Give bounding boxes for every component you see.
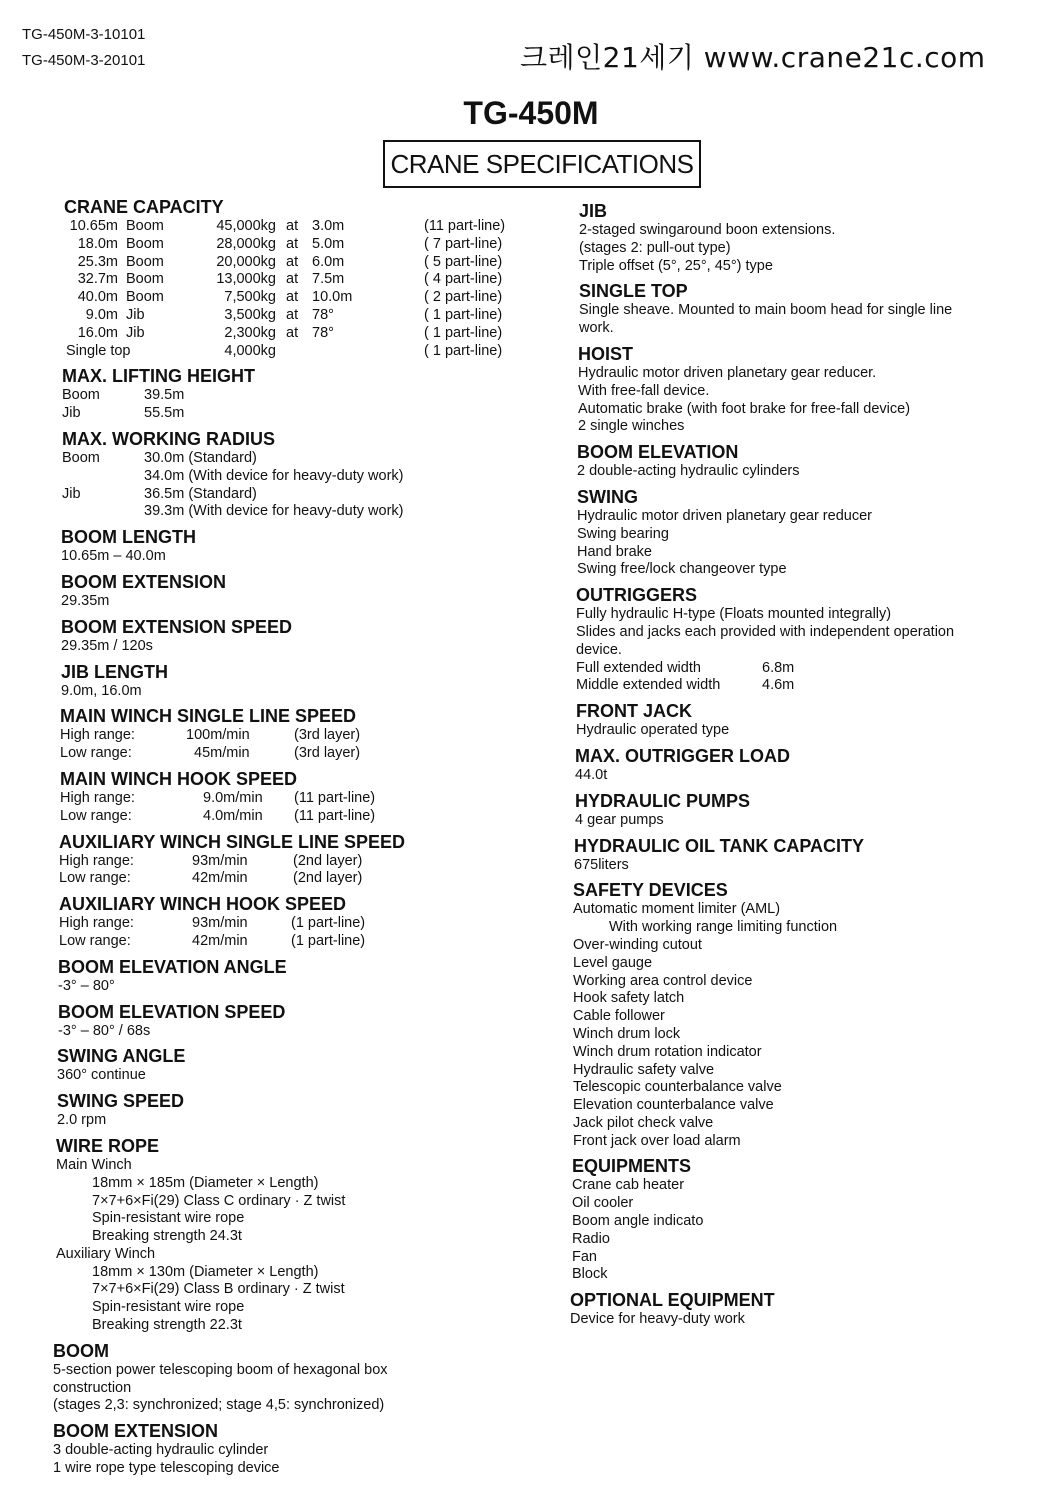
spec-value: 360° continue: [57, 1067, 146, 1084]
spec-value: 39.5m: [144, 387, 185, 404]
capacity-parts: ( 4 part-line): [424, 271, 503, 288]
section-heading: BOOM EXTENSION: [61, 571, 227, 592]
capacity-type: Jib: [126, 306, 145, 323]
spec-label: Full extended width: [576, 659, 701, 676]
section-heading: AUXILIARY WINCH SINGLE LINE SPEED: [59, 831, 406, 852]
left-column: [53, 196, 526, 1483]
spec-line: Hydraulic motor driven planetary gear reducer.: [578, 364, 877, 381]
spec-line: Over-winding cutout: [573, 936, 702, 953]
boom-extension-device-section: [53, 1420, 526, 1478]
spec-note: (3rd layer): [294, 727, 361, 744]
capacity-row: [56, 307, 526, 325]
spec-row: [59, 853, 526, 871]
spec-value: 4.0m/min: [203, 807, 263, 824]
capacity-length: 40.0m: [77, 289, 118, 306]
capacity-length: 18.0m: [77, 235, 118, 252]
section-heading: MAIN WINCH SINGLE LINE SPEED: [60, 706, 357, 727]
capacity-load: 7,500kg: [224, 289, 276, 306]
spec-row: [59, 933, 526, 951]
spec-label: Jib: [62, 485, 81, 502]
spec-value: 4.6m: [762, 677, 795, 694]
wire-rope-line: Breaking strength 22.3t: [92, 1317, 242, 1334]
capacity-radius: 3.0m: [312, 218, 345, 234]
spec-row: [60, 745, 526, 763]
spec-value: -3° – 80° / 68s: [58, 1022, 151, 1039]
spec-row: [576, 677, 1042, 695]
spec-row: [60, 790, 526, 808]
spec-note: (3rd layer): [294, 745, 361, 762]
section-heading: AUXILIARY WINCH HOOK SPEED: [59, 894, 347, 915]
spec-note: (11 part-line): [294, 789, 376, 806]
capacity-table: [56, 218, 526, 360]
capacity-at: at: [286, 218, 299, 234]
spec-line: Working area control device: [573, 972, 753, 989]
section-heading: MAX. WORKING RADIUS: [62, 428, 275, 449]
outriggers-section: [572, 584, 1042, 695]
spec-label: Jib: [62, 405, 81, 422]
spec-line: Swing free/lock changeover type: [577, 561, 787, 578]
capacity-radius: 78°: [312, 306, 334, 323]
spec-line: 3 double-acting hydraulic cylinder: [53, 1442, 269, 1459]
spec-line: With working range limiting function: [609, 919, 838, 936]
capacity-row: [56, 289, 526, 307]
equipments-section: [572, 1155, 1042, 1284]
spec-label: Low range:: [59, 870, 131, 887]
capacity-type: Jib: [126, 324, 145, 341]
spec-line: (stages 2: pull-out type): [579, 239, 731, 256]
capacity-load: 2,300kg: [224, 324, 276, 341]
spec-note: (2nd layer): [293, 870, 363, 887]
spec-value: 29.35m: [61, 592, 110, 609]
document-codes: [22, 22, 145, 74]
spec-line: Boom angle indicato: [572, 1213, 704, 1230]
spec-line: Device for heavy-duty work: [570, 1311, 745, 1328]
optional-equipment-section: [570, 1289, 1042, 1329]
boom-elevation-speed-section: [56, 1001, 526, 1041]
hydraulic-pumps-section: [572, 790, 1042, 830]
spec-line: device.: [576, 641, 622, 658]
jib-section: [572, 200, 1042, 275]
section-heading: JIB: [579, 201, 608, 221]
wire-rope-line: 7×7+6×Fi(29) Class C ordinary · Z twist: [92, 1192, 346, 1209]
capacity-row: [56, 218, 526, 236]
spec-line: 2-staged swingaround boon extensions.: [579, 222, 836, 238]
spec-value: 93m/min: [192, 852, 248, 869]
spec-label: Low range:: [60, 807, 132, 824]
capacity-at: at: [286, 324, 299, 341]
capacity-radius: [312, 343, 392, 361]
code-line: TG-450M-3-10101: [22, 26, 146, 43]
section-heading: SINGLE TOP: [579, 281, 688, 302]
wire-rope-line: 7×7+6×Fi(29) Class B ordinary · Z twist: [92, 1281, 345, 1298]
spec-row: [56, 468, 526, 486]
capacity-length: 10.65m: [69, 218, 118, 234]
capacity-parts: (11 part-line): [424, 218, 506, 234]
spec-line: Automatic brake (with foot brake for free-fall device): [578, 400, 911, 417]
max-outrigger-load-section: [572, 745, 1042, 785]
capacity-length: 32.7m: [77, 271, 118, 288]
spec-line: Winch drum lock: [573, 1025, 681, 1042]
capacity-type: Boom: [126, 235, 164, 252]
hoist-section: [572, 343, 1042, 436]
boom-extension-section: [56, 571, 526, 611]
spec-value: 29.35m / 120s: [61, 637, 153, 654]
spec-value: 2.0 rpm: [57, 1112, 107, 1129]
capacity-radius: 5.0m: [312, 235, 345, 252]
spec-line: 5-section power telescoping boom of hexagonal box: [53, 1361, 388, 1378]
capacity-length: 25.3m: [77, 253, 118, 270]
spec-line: 1 wire rope type telescoping device: [53, 1460, 280, 1477]
section-heading: FRONT JACK: [576, 701, 692, 722]
spec-line: Hydraulic safety valve: [573, 1061, 715, 1078]
spec-value: 100m/min: [186, 727, 250, 744]
section-heading: BOOM: [53, 1340, 109, 1361]
spec-row: [60, 808, 526, 826]
code-line: TG-450M-3-20101: [22, 52, 146, 69]
spec-label: Boom: [62, 387, 100, 404]
spec-label: Middle extended width: [576, 677, 721, 694]
section-heading: EQUIPMENTS: [572, 1156, 692, 1177]
aux-winch-hook-section: [56, 893, 526, 951]
spec-line: 44.0t: [575, 766, 608, 783]
capacity-type: Boom: [126, 271, 164, 288]
capacity-length: Single top: [66, 342, 131, 359]
spec-value: 10.65m – 40.0m: [61, 548, 166, 565]
spec-row: [59, 870, 526, 888]
spec-line: Slides and jacks each provided with independent operation: [576, 623, 955, 640]
spec-value: 6.8m: [762, 659, 795, 676]
model-title: TG-450M: [463, 95, 599, 131]
main-winch-hook-section: [56, 768, 526, 826]
capacity-type: Boom: [126, 289, 164, 306]
spec-line: Block: [572, 1266, 608, 1283]
section-heading: MAX. LIFTING HEIGHT: [62, 366, 255, 387]
wire-rope-section: [56, 1135, 526, 1335]
capacity-load: 4,000kg: [224, 342, 276, 359]
capacity-parts: ( 1 part-line): [424, 306, 503, 323]
spec-note: (11 part-line): [294, 807, 376, 824]
spec-label: [62, 503, 144, 521]
section-heading: BOOM ELEVATION ANGLE: [58, 956, 287, 977]
spec-line: 2 single winches: [578, 418, 685, 435]
spec-line: 4 gear pumps: [575, 811, 664, 828]
wire-rope-line: Spin-resistant wire rope: [92, 1210, 245, 1227]
spec-line: Oil cooler: [572, 1195, 634, 1212]
capacity-load: 3,500kg: [224, 306, 276, 323]
spec-row: [59, 915, 526, 933]
swing-speed-section: [56, 1090, 526, 1130]
section-heading: BOOM ELEVATION SPEED: [58, 1001, 286, 1022]
spec-line: Automatic moment limiter (AML): [573, 901, 781, 918]
section-heading: WIRE ROPE: [56, 1135, 160, 1156]
section-heading: CRANE CAPACITY: [64, 197, 224, 217]
capacity-parts: ( 5 part-line): [424, 253, 503, 270]
spec-line: Swing bearing: [577, 525, 669, 542]
aux-winch-single-section: [56, 831, 526, 889]
section-heading: BOOM EXTENSION: [53, 1421, 219, 1442]
section-heading: OPTIONAL EQUIPMENT: [570, 1290, 775, 1311]
capacity-type: Boom: [126, 253, 164, 270]
section-heading: HYDRAULIC OIL TANK CAPACITY: [574, 835, 864, 856]
capacity-length: 16.0m: [77, 324, 118, 341]
spec-value: 45m/min: [194, 745, 250, 762]
spec-value: 36.5m (Standard): [144, 485, 257, 502]
capacity-type: Boom: [126, 218, 164, 234]
capacity-parts: ( 7 part-line): [424, 235, 503, 252]
spec-note: (1 part-line): [291, 915, 366, 932]
capacity-at: at: [286, 306, 299, 323]
section-heading: MAX. OUTRIGGER LOAD: [575, 745, 790, 766]
spec-row: [56, 486, 526, 504]
boom-section: [53, 1340, 526, 1415]
spec-row: [56, 503, 526, 521]
capacity-row: [56, 271, 526, 289]
max-lifting-height-section: [56, 365, 526, 423]
spec-label: Boom: [62, 449, 100, 466]
spec-label: [62, 468, 144, 486]
specifications-title-box: [383, 140, 701, 188]
capacity-load: 20,000kg: [216, 253, 276, 270]
spec-row: [56, 450, 526, 468]
spec-note: (2nd layer): [293, 852, 363, 869]
spec-label: High range:: [60, 789, 135, 806]
capacity-parts: ( 1 part-line): [424, 342, 503, 359]
capacity-row: [56, 254, 526, 272]
spec-line: 2 double-acting hydraulic cylinders: [577, 463, 800, 480]
capacity-row: [56, 325, 526, 343]
spec-line: Hook safety latch: [573, 990, 685, 1007]
safety-devices-section: [572, 879, 1042, 1150]
section-heading: BOOM EXTENSION SPEED: [61, 616, 293, 637]
wire-rope-line: Spin-resistant wire rope: [92, 1299, 245, 1316]
spec-row: [56, 405, 526, 423]
spec-line: Front jack over load alarm: [573, 1132, 741, 1149]
spec-line: Hydraulic operated type: [576, 722, 730, 739]
boom-elevation-angle-section: [56, 956, 526, 996]
capacity-load: 13,000kg: [216, 271, 276, 288]
spec-value: 42m/min: [192, 932, 248, 949]
section-heading: SWING SPEED: [57, 1091, 185, 1112]
spec-line: Fully hydraulic H-type (Floats mounted integrally): [576, 606, 892, 623]
specifications-title: CRANE SPECIFICATIONS: [390, 149, 694, 179]
website-label: 크레인21세기 www.crane21c.com: [520, 41, 986, 74]
capacity-radius: 10.0m: [312, 289, 353, 306]
wire-rope-line: 18mm × 130m (Diameter × Length): [92, 1263, 319, 1280]
boom-length-section: [56, 526, 526, 566]
spec-line: (stages 2,3: synchronized; stage 4,5: synchronized): [53, 1397, 385, 1414]
spec-line: 675liters: [574, 856, 629, 873]
jib-length-section: [56, 661, 526, 701]
spec-row: [56, 387, 526, 405]
boom-extension-speed-section: [56, 616, 526, 656]
spec-value: 42m/min: [192, 870, 248, 887]
spec-line: construction: [53, 1379, 132, 1396]
capacity-at: [286, 343, 312, 361]
section-heading: OUTRIGGERS: [576, 585, 698, 606]
capacity-at: at: [286, 235, 299, 252]
section-heading: SWING: [577, 486, 638, 507]
section-heading: BOOM LENGTH: [61, 527, 196, 548]
main-winch-single-section: [56, 705, 526, 763]
spec-line: Single sheave. Mounted to main boom head for single line: [579, 302, 953, 319]
swing-angle-section: [56, 1045, 526, 1085]
spec-label: Low range:: [59, 932, 131, 949]
spec-label: High range:: [60, 727, 135, 744]
section-heading: SWING ANGLE: [57, 1046, 186, 1067]
spec-line: With free-fall device.: [578, 382, 710, 399]
capacity-parts: ( 2 part-line): [424, 289, 503, 306]
spec-note: (1 part-line): [291, 932, 366, 949]
spec-value: 30.0m (Standard): [144, 449, 257, 466]
wire-rope-sublabel: Main Winch: [56, 1156, 132, 1173]
swing-section: [572, 486, 1042, 579]
capacity-at: at: [286, 271, 299, 288]
spec-line: Cable follower: [573, 1008, 665, 1025]
single-top-section: [572, 280, 1042, 338]
section-heading: HYDRAULIC PUMPS: [575, 790, 751, 811]
spec-label: Low range:: [60, 745, 132, 762]
wire-rope-sublabel: Auxiliary Winch: [56, 1245, 156, 1262]
front-jack-section: [572, 700, 1042, 740]
capacity-length: 9.0m: [85, 306, 118, 323]
capacity-row: [56, 343, 526, 361]
spec-line: Crane cab heater: [572, 1177, 685, 1194]
capacity-radius: 7.5m: [312, 271, 345, 288]
capacity-radius: 6.0m: [312, 253, 345, 270]
wire-rope-line: 18mm × 185m (Diameter × Length): [92, 1174, 319, 1191]
hydraulic-tank-section: [572, 835, 1042, 875]
spec-value: 93m/min: [192, 915, 248, 932]
boom-elevation-section: [572, 441, 1042, 481]
spec-line: Telescopic counterbalance valve: [573, 1079, 782, 1096]
section-heading: SAFETY DEVICES: [573, 880, 728, 901]
section-heading: MAIN WINCH HOOK SPEED: [60, 768, 298, 789]
spec-value: 55.5m: [144, 405, 185, 422]
capacity-row: [56, 236, 526, 254]
capacity-at: at: [286, 289, 299, 306]
capacity-at: at: [286, 253, 299, 270]
spec-line: Triple offset (5°, 25°, 45°) type: [579, 257, 773, 274]
spec-line: Hand brake: [577, 543, 652, 560]
spec-line: Elevation counterbalance valve: [573, 1097, 774, 1114]
spec-value: -3° – 80°: [58, 977, 115, 994]
capacity-radius: 78°: [312, 324, 334, 341]
crane-capacity-section: [56, 196, 526, 360]
section-heading: JIB LENGTH: [61, 661, 169, 682]
spec-line: work.: [579, 320, 614, 337]
spec-value: 9.0m, 16.0m: [61, 682, 142, 699]
wire-rope-line: Breaking strength 24.3t: [92, 1228, 242, 1245]
spec-line: Level gauge: [573, 954, 653, 971]
capacity-load: 28,000kg: [216, 235, 276, 252]
spec-row: [60, 727, 526, 745]
spec-line: Hydraulic motor driven planetary gear reducer: [577, 507, 872, 524]
spec-line: Radio: [572, 1230, 610, 1247]
spec-line: Jack pilot check valve: [573, 1114, 714, 1131]
section-heading: HOIST: [578, 343, 634, 364]
spec-line: Winch drum rotation indicator: [573, 1043, 762, 1060]
capacity-load: 45,000kg: [216, 218, 276, 234]
right-column: [572, 200, 1042, 1334]
section-heading: BOOM ELEVATION: [577, 442, 739, 463]
max-working-radius-section: [56, 428, 526, 521]
spec-value: 9.0m/min: [203, 789, 263, 806]
spec-label: High range:: [59, 915, 134, 932]
spec-row: [576, 660, 1042, 678]
spec-line: Fan: [572, 1248, 597, 1265]
spec-value: 39.3m (With device for heavy-duty work): [144, 503, 404, 520]
capacity-parts: ( 1 part-line): [424, 324, 503, 341]
spec-value: 34.0m (With device for heavy-duty work): [144, 467, 404, 484]
spec-label: High range:: [59, 852, 134, 869]
